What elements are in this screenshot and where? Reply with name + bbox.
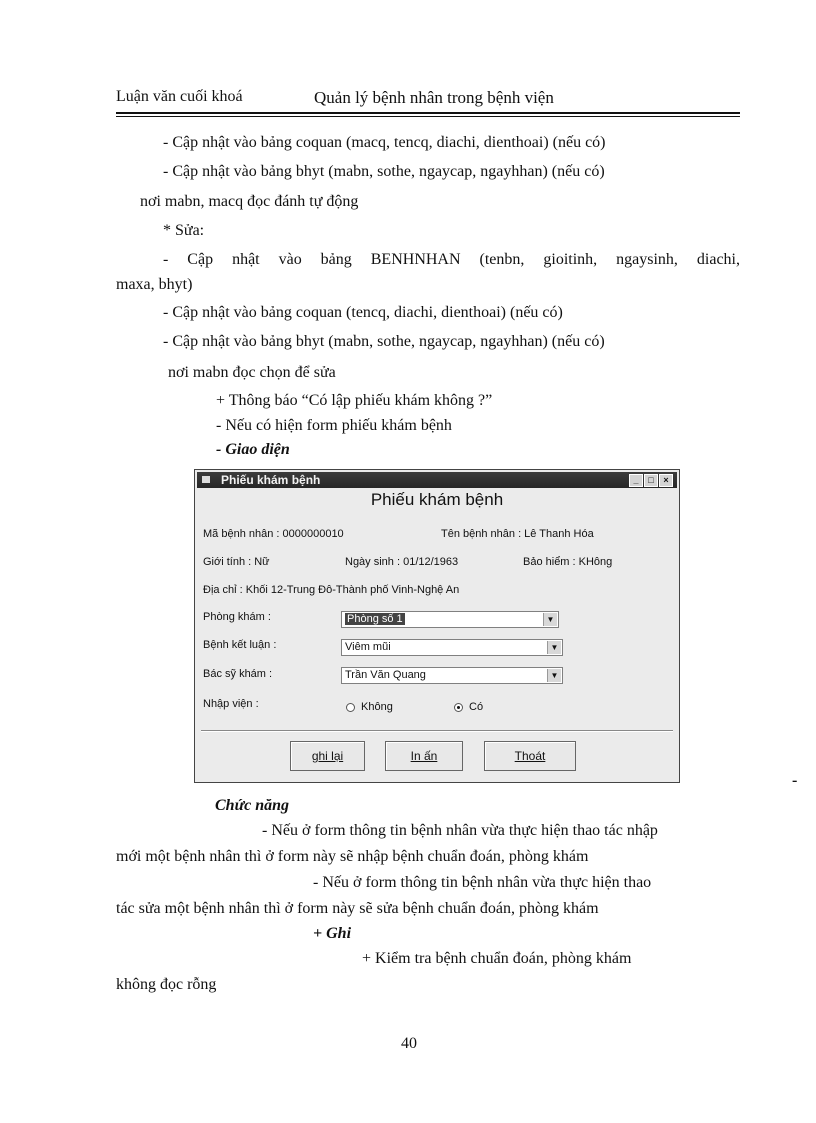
body-line: maxa, bhyt)	[116, 276, 193, 293]
body-line: - Nếu có hiện form phiếu khám bệnh	[216, 417, 452, 434]
bao-hiem: Bảo hiểm : KHông	[523, 556, 613, 568]
ten-benh-nhan: Tên bệnh nhân : Lê Thanh Hóa	[441, 528, 594, 540]
body-line: - Cập nhật vào bảng BENHNHAN (tenbn, gioitinh, ngaysinh, diachi,	[163, 251, 740, 268]
in-an-button[interactable]	[385, 741, 463, 771]
page-number: 40	[401, 1035, 417, 1052]
header-left: Luận văn cuối khoá	[116, 88, 243, 105]
benh-ket-luan-select[interactable]	[341, 639, 563, 656]
radio-on-icon	[454, 703, 463, 712]
chevron-down-icon[interactable]: ▼	[543, 613, 557, 626]
dialog-separator	[201, 730, 673, 732]
header-rule	[116, 112, 740, 114]
minimize-icon[interactable]: _	[629, 474, 643, 487]
header-right: Quản lý bệnh nhân trong bệnh viện	[314, 88, 554, 107]
stray-mark: -	[792, 772, 798, 789]
radio-co-label: Có	[469, 701, 484, 713]
thoat-label: Thoát	[514, 749, 546, 763]
body-line: - Cập nhật vào bảng coquan (macq, tencq, diachi, dienthoai) (nếu có)	[163, 134, 606, 151]
body-line: - Cập nhật vào bảng bhyt (mabn, sothe, ngaycap, ngayhhan) (nếu có)	[163, 163, 605, 180]
function-line: mới một bệnh nhân thì ở form này sẽ nhập bệnh chuẩn đoán, phòng khám	[116, 848, 589, 865]
bac-sy-label: Bác sỹ khám :	[203, 668, 273, 680]
maximize-icon[interactable]: □	[644, 474, 658, 487]
body-line: * Sửa:	[163, 222, 205, 239]
ngay-sinh: Ngày sinh : 01/12/1963	[345, 556, 459, 568]
body-line: nơi mabn đọc chọn để sửa	[168, 364, 336, 381]
phieu-kham-dialog	[194, 469, 680, 783]
bac-sy-value: Trần Văn Quang	[345, 669, 426, 681]
ma-benh-nhan: Mã bệnh nhân : 0000000010	[203, 528, 344, 540]
radio-khong-label: Không	[361, 701, 393, 713]
ghi-lai-button[interactable]	[290, 741, 365, 771]
dialog-titlebar	[197, 472, 677, 488]
radio-co[interactable]	[454, 701, 483, 713]
thoat-button[interactable]	[484, 741, 576, 771]
radio-off-icon	[346, 703, 355, 712]
phong-kham-value: Phòng số 1	[347, 613, 403, 625]
dia-chi: Địa chỉ : Khối 12-Trung Đô-Thành phố Vinh-Nghệ An	[203, 584, 460, 596]
chevron-down-icon[interactable]: ▼	[547, 641, 561, 654]
header-rule-thin	[116, 116, 740, 117]
window-icon	[202, 476, 210, 483]
function-line: - Nếu ở form thông tin bệnh nhân vừa thực hiện thao	[313, 874, 652, 891]
bac-sy-select[interactable]	[341, 667, 563, 684]
body-line: nơi mabn, macq đọc đánh tự động	[140, 193, 359, 210]
phong-kham-select[interactable]	[341, 611, 559, 628]
benh-ket-luan-value: Viêm mũi	[345, 641, 391, 653]
section-heading: Chức năng	[215, 797, 290, 814]
ghi-line: không đọc rỗng	[116, 976, 217, 993]
benh-ket-luan-label: Bệnh kết luận :	[203, 639, 277, 651]
ghi-line: + Kiểm tra bệnh chuẩn đoán, phòng khám	[362, 950, 632, 967]
dialog-heading: Phiếu khám bệnh	[370, 490, 504, 509]
section-label: - Giao diện	[216, 441, 290, 458]
radio-khong[interactable]	[346, 701, 393, 713]
chevron-down-icon[interactable]: ▼	[547, 669, 561, 682]
body-line: + Thông báo “Có lập phiếu khám không ?”	[216, 392, 493, 409]
body-line: - Cập nhật vào bảng bhyt (mabn, sothe, ngaycap, ngayhhan) (nếu có)	[163, 333, 605, 350]
body-line: - Cập nhật vào bảng coquan (tencq, diachi, dienthoai) (nếu có)	[163, 304, 563, 321]
close-icon[interactable]: ×	[659, 474, 673, 487]
ghi-lai-label: ghi lại	[311, 749, 344, 763]
gioi-tinh: Giới tính : Nữ	[203, 556, 270, 568]
function-line: tác sửa một bệnh nhân thì ở form này sẽ sửa bệnh chuẩn đoán, phòng khám	[116, 900, 599, 917]
window-title: Phiếu khám bệnh	[221, 473, 321, 487]
nhap-vien-label: Nhập viện :	[203, 698, 259, 710]
phong-kham-label: Phòng khám :	[203, 611, 271, 623]
section-heading: + Ghi	[313, 925, 352, 942]
function-line: - Nếu ở form thông tin bệnh nhân vừa thực hiện thao tác nhập	[262, 822, 658, 839]
in-an-label: In ấn	[410, 749, 438, 763]
